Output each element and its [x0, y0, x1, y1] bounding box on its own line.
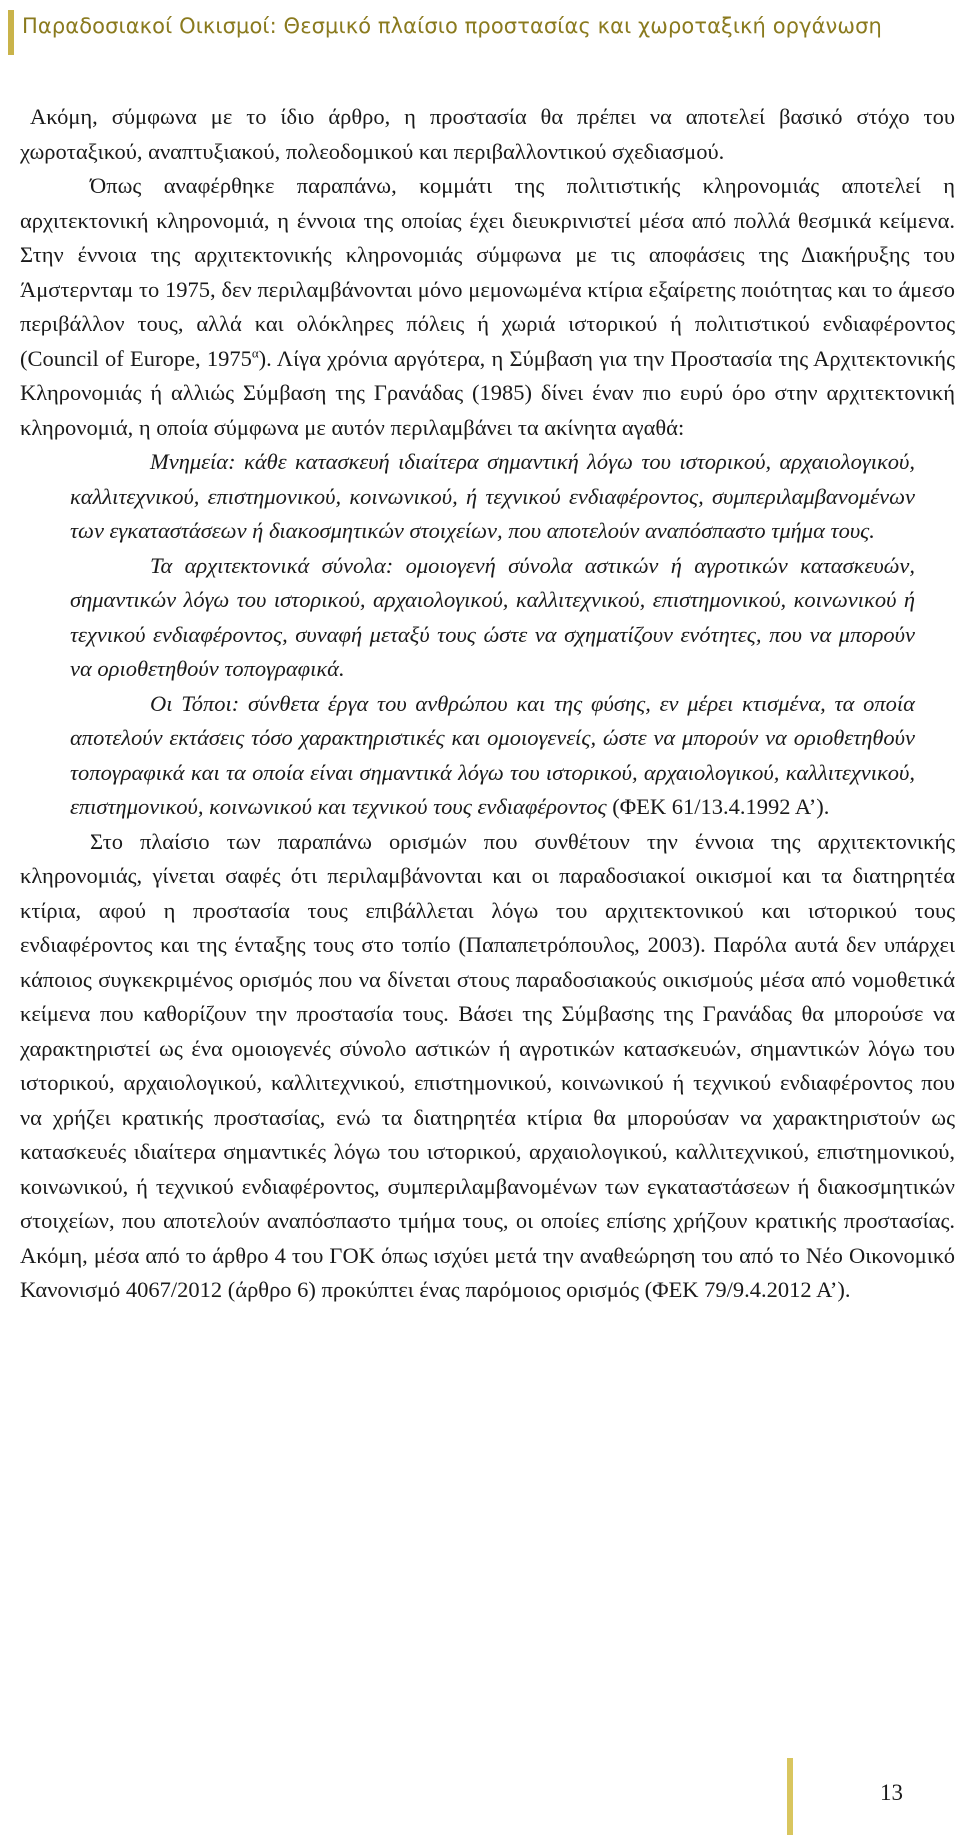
paragraph-text: Όπως αναφέρθηκε παραπάνω, κομμάτι της πολιτιστικής κληρονομιάς αποτελεί η αρχιτεκτονική κληρονομιά, η έννοια της οποίας έχει διευκρινιστεί μέσα από πολλά θεσμικά κείμενα. Στην έννοια της αρχιτεκτονικής κληρονομιάς σύμφωνα με τις αποφάσεις της Διακήρυξης του Άμστερνταμ το 1975, δεν περιλαμβάνονται μόνο μεμονωμένα κτίρια εξαίρετης ποιότητας και το άμεσο περιβάλλον τους, αλλά και ολόκληρες πόλεις ή χωριά ιστορικού ή πολιτιστικού ενδιαφέροντος (Council of Europe, 1975: [20, 173, 955, 371]
running-header: [8, 10, 948, 55]
definition-sites-reference: (ΦΕΚ 61/13.4.1992 Α’).: [606, 794, 830, 819]
header-title: Παραδοσιακοί Οικισμοί: Θεσμικό πλαίσιο προστασίας και χωροταξική οργάνωση: [22, 14, 882, 38]
superscript-note: α: [251, 345, 259, 360]
definition-architectural-ensembles: Τα αρχιτεκτονικά σύνολα: ομοιογενή σύνολα αστικών ή αγροτικών κατασκευών, σημαντικών λόγω του ιστορικού, αρχαιολογικού, καλλιτεχνικού, επιστημονικού, κοινωνικού ή τεχνικού ενδιαφέροντος, συναφή μεταξύ τους ώστε να σχηματίζουν ενότητες, που να μπορούν να οριοθετηθούν τοπογραφικά.: [70, 552, 915, 681]
paragraph-text-cont: ). Λίγα χρόνια αργότερα, η Σύμβαση για την Προστασία της Αρχιτεκτονικής Κληρονομιάς ή αλλιώς Σύμβαση της Γρανάδας (1985) δίνει έναν πιο ευρύ όρο στην αρχιτεκτονική κληρονομιά, η οποία σύμφωνα με αυτόν περιλαμβάνει τα ακίνητα αγαθά:: [20, 345, 955, 440]
definition-sites-text: Οι Τόποι: σύνθετα έργα του ανθρώπου και της φύσης, εν μέρει κτισμένα, τα οποία αποτελούν εκτάσεις τόσο χαρακτηριστικές και ομοιογενείς, ώστε να μπορούν να οριοθετηθούν τοπογραφικά και τα οποία είναι σημαντικά λόγω του ιστορικού, αρχαιολογικού, καλλιτεχνικού, επιστημονικού, κοινωνικού και τεχνικού τους ενδιαφέροντος: [70, 690, 915, 819]
document-body: [20, 100, 955, 1308]
definition-sites: [70, 687, 915, 825]
paragraph-traditional-settlements: Στο πλαίσιο των παραπάνω ορισμών που συνθέτουν την έννοια της αρχιτεκτονικής κληρονομιάς, γίνεται σαφές ότι περιλαμβάνονται και οι παραδοσιακοί οικισμοί και τα διατηρητέα κτίρια, αφού η προστασία τους επιβάλλεται λόγω του αρχιτεκτονικού και ιστορικού τους ενδιαφέροντος και της ένταξης τους στο τοπίο (Παπαπετρόπουλος, 2003). Παρόλα αυτά δεν υπάρχει κάποιος συγκεκριμένος ορισμός που να δίνεται στους παραδοσιακούς οικισμούς μέσα από νομοθετικά κείμενα που καθορίζουν την προστασία τους. Βάσει της Σύμβασης της Γρανάδας θα μπορούσε να χαρακτηριστεί ως ένα ομοιογενές σύνολο αστικών ή αγροτικών κατασκευών, σημαντικών λόγω του ιστορικού, αρχαιολογικού, καλλιτεχνικού, επιστημονικού, κοινωνικού ή τεχνικού ενδιαφέροντος που να χρήζει κρατικής προστασίας, ενώ τα διατηρητέα κτίρια θα μπορούσαν να χαρακτηριστούν ως κατασκευές ιδιαίτερα σημαντικές λόγω του ιστορικού, αρχαιολογικού, καλλιτεχνικού, επιστημονικού, κοινωνικού, ή τεχνικού ενδιαφέροντος, συμπεριλαμβανομένων των εγκαταστάσεων ή διακοσμητικών στοιχείων, που αποτελούν αναπόσπαστο τμήμα τους, οι οποίες επίσης χρήζουν κρατικής προστασίας. Ακόμη, μέσα από το άρθρο 4 του ΓΟΚ όπως ισχύει μετά την αναθεώρηση του από το Νέο Οικονομικό Κανονισμό 4067/2012 (άρθρο 6) προκύπτει ένας παρόμοιος ορισμός (ΦΕΚ 79/9.4.2012 Α’).: [20, 828, 955, 1302]
footer-accent-bar: [787, 1758, 793, 1835]
definitions-quote-block: [20, 445, 955, 825]
paragraph-architectural-heritage: [20, 169, 955, 445]
paragraph-intro: Ακόμη, σύμφωνα με το ίδιο άρθρο, η προστασία θα πρέπει να αποτελεί βασικό στόχο του χωροταξικού, αναπτυξιακού, πολεοδομικού και περιβαλλοντικού σχεδιασμού.: [20, 104, 955, 164]
definition-monuments: Μνημεία: κάθε κατασκευή ιδιαίτερα σημαντική λόγω του ιστορικού, αρχαιολογικού, καλλιτεχνικού, επιστημονικού, κοινωνικού, ή τεχνικού ενδιαφέροντος, συμπεριλαμβανομένων των εγκαταστάσεων ή διακοσμητικών στοιχείων, που αποτελούν αναπόσπαστο τμήμα τους.: [70, 449, 915, 543]
page-number: 13: [880, 1780, 903, 1805]
